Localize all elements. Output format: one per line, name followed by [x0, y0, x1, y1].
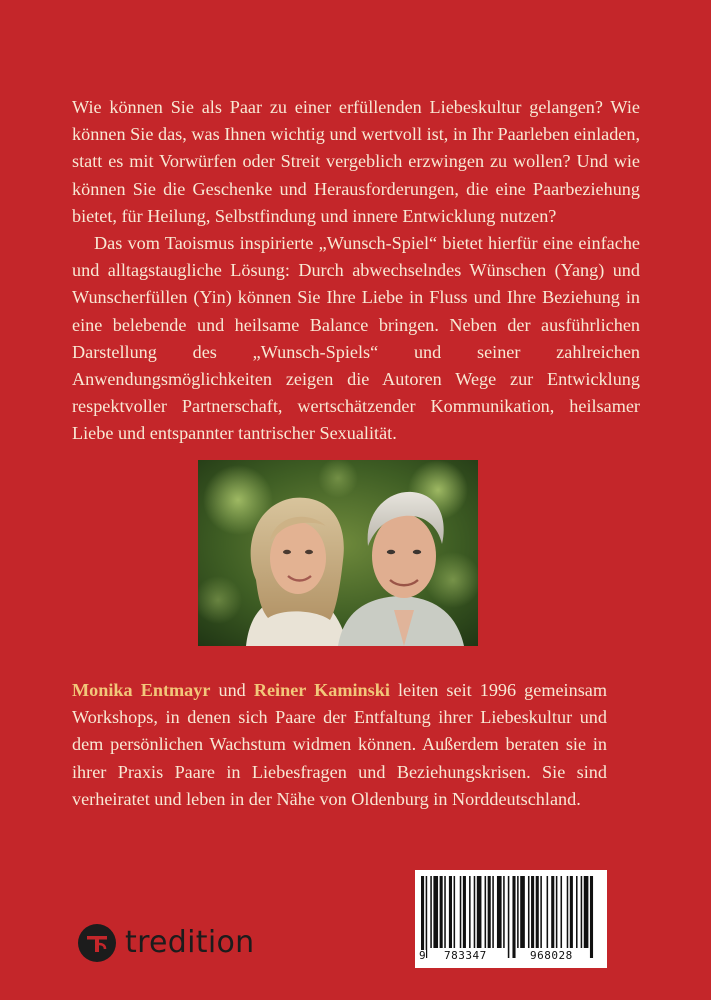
barcode-bar — [469, 876, 471, 948]
tredition-logo-icon — [78, 924, 116, 962]
barcode-bar — [474, 876, 476, 948]
barcode-bar — [449, 876, 452, 948]
barcode-bar — [540, 876, 542, 948]
barcode-bar — [421, 876, 424, 958]
barcode-bar — [528, 876, 530, 948]
barcode-bar — [512, 876, 515, 958]
barcode-bar — [492, 876, 494, 948]
barcode-bar — [590, 876, 593, 958]
barcode-bar — [581, 876, 583, 948]
barcode-bar — [488, 876, 491, 948]
barcode-bar — [497, 876, 502, 948]
barcode-bar — [454, 876, 456, 948]
publisher-name: tredition — [125, 925, 255, 960]
barcode-bar — [561, 876, 563, 948]
barcode-bar — [477, 876, 482, 948]
author-photo — [198, 460, 478, 646]
barcode-bar — [531, 876, 534, 948]
barcode-bar — [576, 876, 578, 948]
bio-connector: und — [210, 680, 254, 700]
barcode-bar — [547, 876, 549, 948]
barcode-bar — [463, 876, 466, 948]
barcode-bar — [520, 876, 525, 948]
barcode-bar — [430, 876, 432, 948]
barcode-bar — [485, 876, 487, 948]
barcode-bar — [460, 876, 462, 948]
barcode-bar — [503, 876, 505, 948]
blurb-paragraph-1: Wie können Sie als Paar zu einer erfüllenden Liebeskultur gelangen? Wie können Sie das, was Ihnen wichtig und wertvoll ist, in Ihr Paarleben einladen, statt es mit Vorwürfen oder Streit vergeblich erzwingen zu wollen? Und wie können Sie die Geschenke und Herausforderungen, die eine Paarbeziehung bietet, für Heilung, Selbstfindung und innere Entwicklung nutzen? — [72, 97, 640, 226]
barcode-bar — [556, 876, 558, 948]
barcode-bar — [570, 876, 573, 948]
blurb-paragraph-2: Das vom Taoismus inspirierte „Wunsch-Spiel“ bietet hierfür eine einfache und alltagstaugliche Lösung: Durch abwechselndes Wünschen (Yang) und Wunscherfüllen (Yin) können Sie Ihre Liebe in Fluss und Ihre Beziehung in eine belebende und heilsame Balance bringen. Neben der ausführlichen Darstellung des „Wunsch-Spiels“ und seiner zahlreichen Anwendungsmöglichkeiten zeigen die Autoren Wege zur Entwicklung respektvoller Partnerschaft, wertschätzender Kommunikation, heilsamer Liebe und entspannter tantrischer Sexualität. — [72, 233, 640, 444]
barcode-group-1: 783347 — [444, 949, 487, 962]
barcode-bar — [433, 876, 438, 948]
barcode-digit-lead: 9 — [419, 949, 427, 962]
isbn-barcode — [415, 870, 607, 968]
barcode-bar — [567, 876, 569, 948]
bio-paragraph — [72, 677, 607, 813]
barcode-bar — [551, 876, 554, 948]
author-name-1: Monika Entmayr — [72, 680, 211, 700]
author-name-2: Reiner Kaminski — [253, 680, 390, 700]
barcode-bar — [536, 876, 539, 948]
barcode-bar — [584, 876, 589, 948]
publisher-logo — [78, 921, 254, 965]
back-cover-blurb — [72, 94, 640, 448]
barcode-bar — [508, 876, 510, 958]
author-bio — [72, 677, 607, 813]
barcode-group-2: 968028 — [530, 949, 573, 962]
barcode-bar — [517, 876, 519, 948]
bio-text: leiten seit 1996 gemeinsam Workshops, in denen sich Paare der Entfaltung ihrer Liebeskultur und dem persönlichen Wachstum widmen können. Außerdem beraten sie in ihrer Praxis Paare in Liebesfragen und Beziehungskrisen. Sie sind verheiratet und leben in der Nähe von Oldenburg in Norddeutschland. — [72, 680, 607, 809]
barcode-bar — [440, 876, 443, 948]
barcode-bar — [444, 876, 446, 948]
barcode-bar — [426, 876, 428, 958]
